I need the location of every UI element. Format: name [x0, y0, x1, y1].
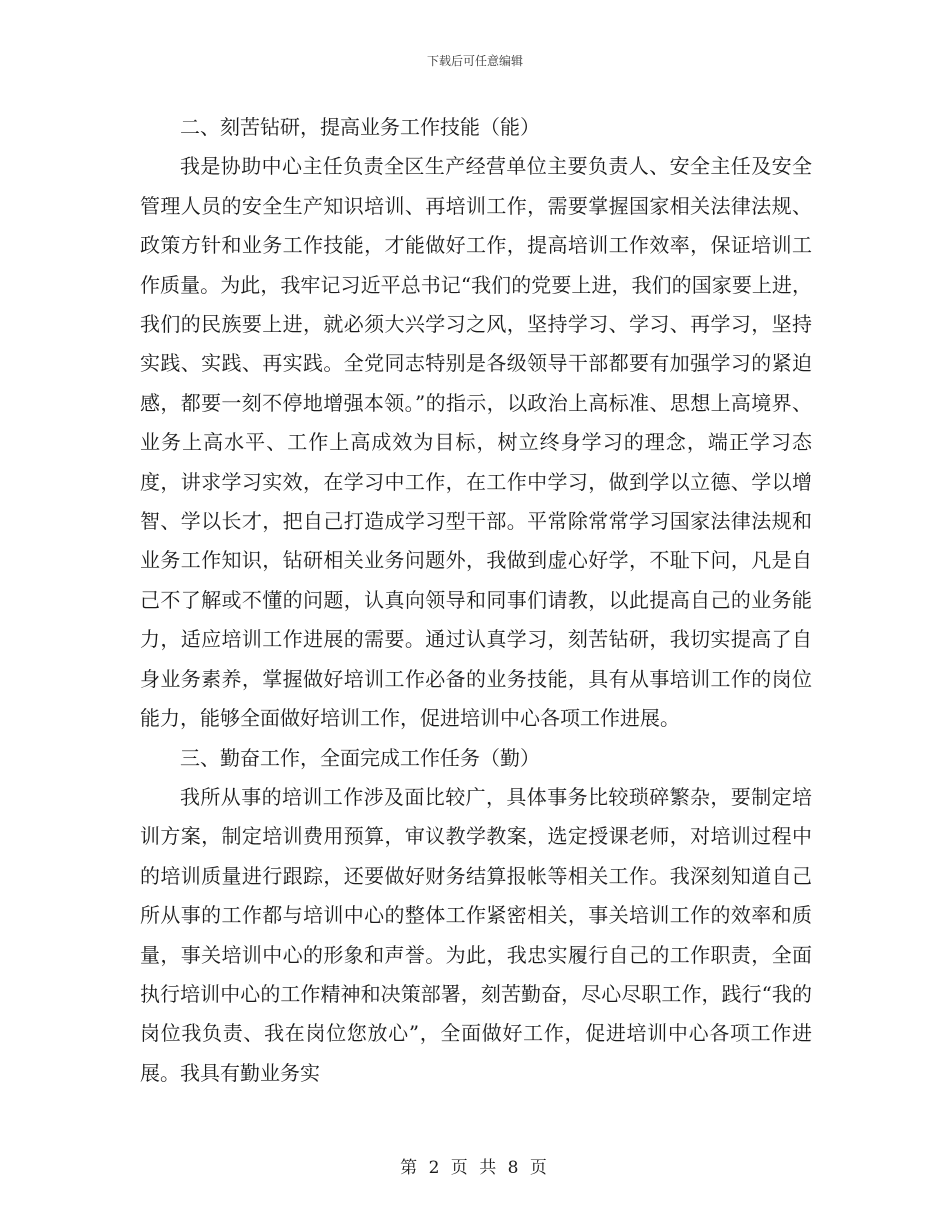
body-paragraph: 我所从事的培训工作涉及面比较广，具体事务比较琐碎繁杂，要制定培训方案，制定培训费用预算，审议教学教案，选定授课老师，对培训过程中的培训质量进行跟踪，还要做好财务结算报帐等相关工作。我深刻知道自己所从事的工作都与培训中心的整体工作紧密相关，事关培训工作的效率和质量，事关培训中心的形象和声誉。为此，我忠实履行自己的工作职责，全面执行培训中心的工作精神和决策部署，刻苦勤奋，尽心尽职工作，践行“我的岗位我负责、我在岗位您放心”，全面做好工作，促进培训中心各项工作进展。我具有勤业务实: [140, 784, 812, 1085]
section-heading-three: 三、勤奋工作，全面完成工作任务（勤）: [180, 745, 540, 770]
section-heading-two: 二、刻苦钻研，提高业务工作技能（能）: [180, 115, 540, 139]
body-paragraph: 我是协助中心主任负责全区生产经营单位主要负责人、安全主任及安全管理人员的安全生产知识培训、再培训工作，需要掌握国家相关法律法规、政策方针和业务工作技能，才能做好工作，提高培训工作效率，保证培训工作质量。为此，我牢记习近平总书记“我们的党要上进，我们的国家要上进，我们的民族要上进，就必须大兴学习之风，坚持学习、学习、再学习，坚持实践、实践、再实践。全党同志特别是各级领导干部都要有加强学习的紧迫感，都要一刻不停地增强本领。”的指示，以政治上高标准、思想上高境界、业务上高水平、工作上高成效为目标，树立终身学习的理念，端正学习态度，讲求学习实效，在学习中工作，在工作中学习，做到学以立德、学以增智、学以长才，把自己打造成学习型干部。平常除常常学习国家法律法规和业务工作知识，钻研相关业务问题外，我做到虚心好学，不耻下问，凡是自己不了解或不懂的问题，认真向领导和同事们请教，以此提高自己的业务能力，适应培训工作进展的需要。通过认真学习，刻苦钻研，我切实提高了自身业务素养，掌握做好培训工作必备的业务技能，具有从事培训工作的岗位能力，能够全面做好培训工作，促进培训中心各项工作进展。: [140, 154, 812, 731]
document-body: [140, 108, 812, 1093]
page-header-note: 下载后可任意编辑: [426, 54, 523, 68]
page-number: 第 2 页 共 8 页: [400, 1158, 550, 1178]
